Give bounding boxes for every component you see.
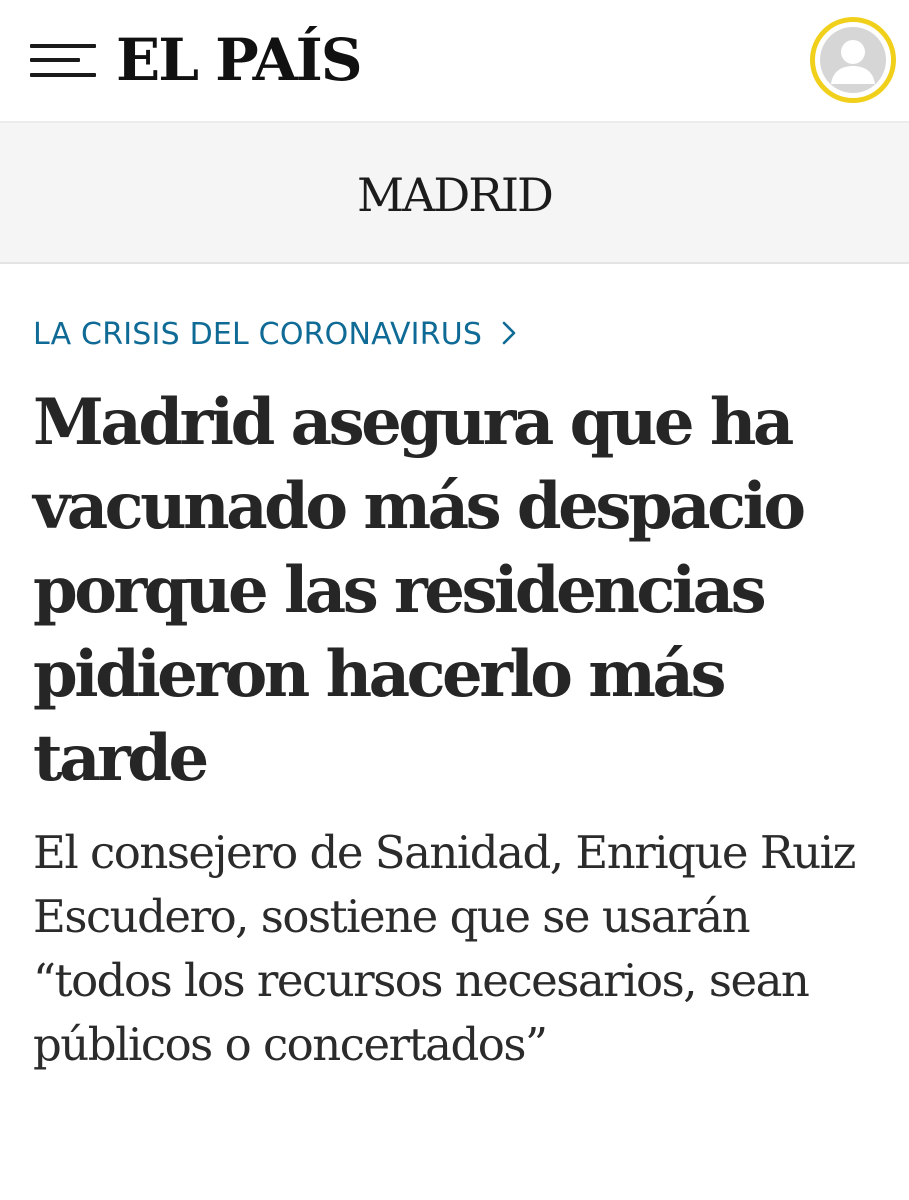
menu-line: [30, 58, 80, 62]
kicker-label: LA CRISIS DEL CORONAVIRUS: [33, 317, 483, 352]
section-title[interactable]: MADRID: [357, 168, 552, 222]
chevron-right-icon: [502, 321, 516, 350]
menu-line: [30, 73, 96, 77]
user-avatar-icon: [819, 26, 887, 94]
user-avatar-button[interactable]: [810, 17, 896, 103]
article-headline: Madrid asegura que ha vacunado más despacio porque las residencias pidieron hacerlo más tarde: [33, 385, 803, 796]
menu-line: [30, 44, 96, 48]
el-pais-logo[interactable]: EL PAÍS: [116, 26, 361, 94]
section-bar: [0, 123, 909, 264]
article-subtitle: El consejero de Sanidad, Enrique Ruiz Escudero, sostiene que se usarán “todos los recursos necesarios, sean públicos o concertados”: [33, 826, 855, 1071]
hamburger-menu-icon[interactable]: [30, 42, 96, 80]
topic-kicker-link[interactable]: [33, 311, 516, 359]
top-header: [0, 0, 909, 123]
